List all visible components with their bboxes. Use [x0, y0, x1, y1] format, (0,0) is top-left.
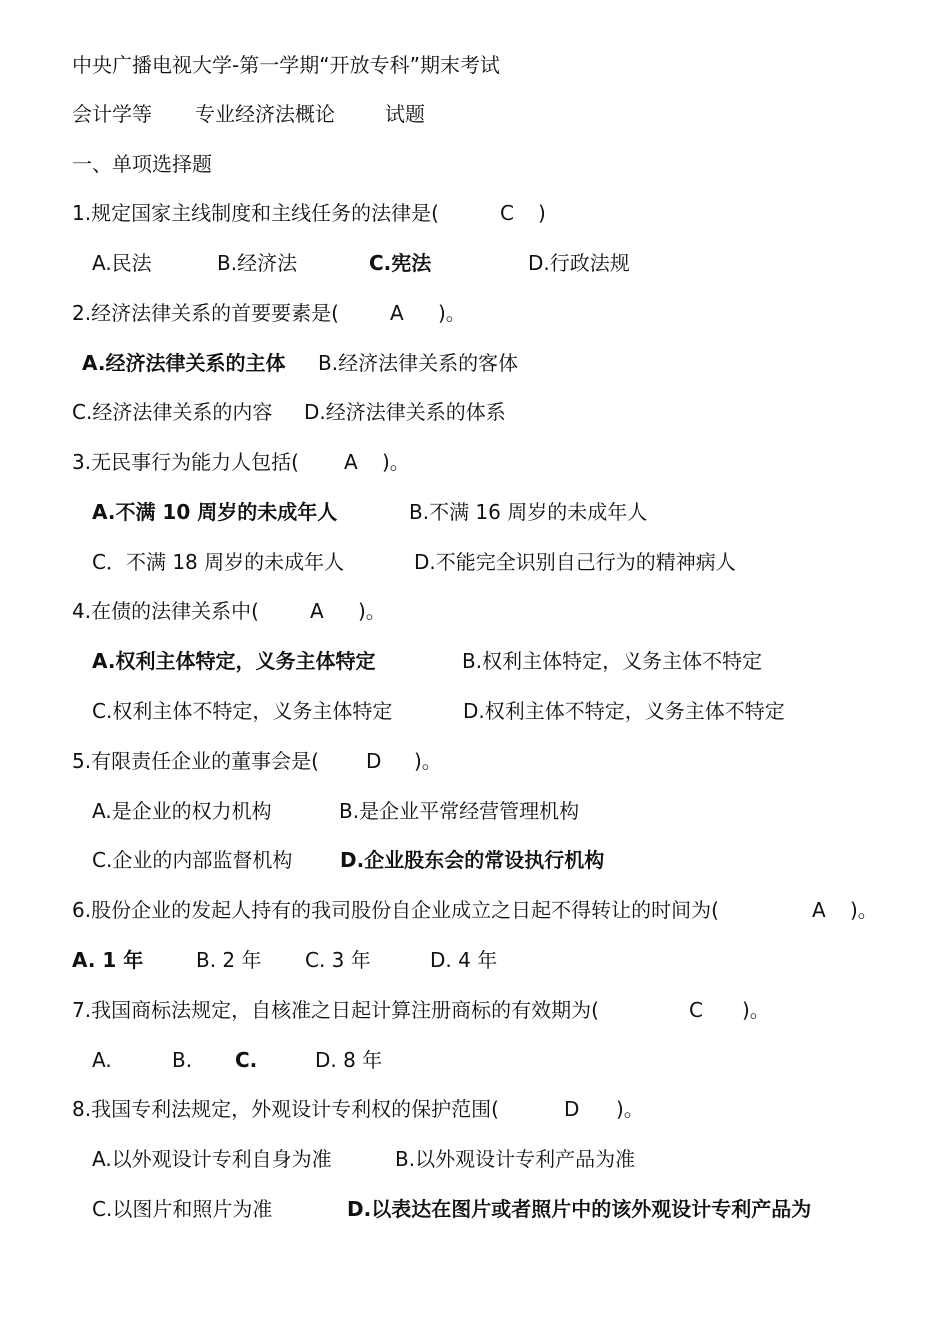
question-stem [72, 993, 872, 1027]
option-row [92, 545, 892, 579]
section-title-text: 一、单项选择题 [72, 152, 212, 176]
option-a: A.以外观设计专利自身为准 [92, 1147, 332, 1171]
question-answer: A [344, 450, 358, 474]
question-text: 3.无民事行为能力人包括( [72, 450, 299, 474]
option-a: A.民法 [92, 251, 152, 275]
option-c: C.经济法律关系的内容 [72, 400, 273, 424]
question-close: )。 [616, 1097, 644, 1121]
question-stem [72, 1092, 872, 1126]
course-name: 专业经济法概论 [195, 102, 335, 126]
question-answer: C [689, 998, 703, 1022]
question-close: )。 [742, 998, 770, 1022]
course-major: 会计学等 [72, 102, 152, 126]
course-line [72, 97, 672, 131]
option-b: B. 2 年 [196, 948, 262, 972]
course-type: 试题 [385, 102, 425, 126]
option-d: D.行政法规 [528, 251, 630, 275]
option-row [92, 794, 892, 828]
option-a: A.权利主体特定，义务主体特定 [92, 649, 376, 673]
option-c: C.权利主体不特定，义务主体特定 [92, 699, 393, 723]
option-b: B.以外观设计专利产品为准 [395, 1147, 636, 1171]
option-row [92, 843, 892, 877]
option-b: B.是企业平常经营管理机构 [339, 799, 580, 823]
exam-title-text: 中央广播电视大学-第一学期“开放专科”期末考试 [72, 53, 500, 77]
option-b: B.经济法 [217, 251, 298, 275]
question-stem [72, 893, 902, 927]
question-stem [72, 296, 872, 330]
option-row [72, 943, 872, 977]
question-text: 7.我国商标法规定，自核准之日起计算注册商标的有效期为( [72, 998, 599, 1022]
exam-title [72, 48, 872, 82]
option-a: A. [92, 1048, 112, 1072]
option-d: D. 8 年 [315, 1048, 383, 1072]
question-stem [72, 445, 872, 479]
option-c: C. [235, 1048, 258, 1072]
question-text: 1.规定国家主线制度和主线任务的法律是( [72, 201, 439, 225]
option-d: D.以表达在图片或者照片中的该外观设计专利产品为 [347, 1197, 812, 1221]
option-a: A. 1 年 [72, 948, 144, 972]
option-c: C. 3 年 [305, 948, 371, 972]
question-text: 8.我国专利法规定，外观设计专利权的保护范围( [72, 1097, 499, 1121]
question-answer: C [500, 201, 514, 225]
option-row [92, 694, 892, 728]
option-row [92, 644, 892, 678]
question-answer: A [812, 898, 826, 922]
question-text: 5.有限责任企业的董事会是( [72, 749, 319, 773]
option-a: A.经济法律关系的主体 [82, 351, 286, 375]
option-c: C.以图片和照片为准 [92, 1197, 273, 1221]
option-b: B.不满 16 周岁的未成年人 [409, 500, 648, 524]
question-close: )。 [414, 749, 442, 773]
question-stem [72, 744, 872, 778]
question-close: )。 [382, 450, 410, 474]
question-close: )。 [438, 301, 466, 325]
option-b: B.权利主体特定，义务主体不特定 [462, 649, 763, 673]
option-d: D. 4 年 [430, 948, 498, 972]
option-a: A.是企业的权力机构 [92, 799, 272, 823]
option-d: D.经济法律关系的体系 [304, 400, 506, 424]
question-text: 2.经济法律关系的首要要素是( [72, 301, 339, 325]
question-text: 4.在债的法律关系中( [72, 599, 259, 623]
option-b: B. [172, 1048, 193, 1072]
question-answer: A [310, 599, 324, 623]
question-answer: D [366, 749, 382, 773]
option-d: D.企业股东会的常设执行机构 [340, 848, 605, 872]
option-row [82, 346, 882, 380]
option-row [92, 1142, 892, 1176]
section-title [72, 147, 472, 181]
option-c: C.企业的内部监督机构 [92, 848, 293, 872]
option-d: D.不能完全识别自己行为的精神病人 [414, 550, 736, 574]
option-b: B.经济法律关系的客体 [318, 351, 519, 375]
question-stem [72, 196, 872, 230]
option-row [92, 1192, 892, 1226]
question-answer: D [564, 1097, 580, 1121]
question-close: )。 [358, 599, 386, 623]
option-row [92, 1043, 892, 1077]
question-close: ) [538, 201, 546, 225]
option-a: A.不满 10 周岁的未成年人 [92, 500, 338, 524]
question-answer: A [390, 301, 404, 325]
question-close: )。 [850, 898, 878, 922]
question-stem [72, 594, 872, 628]
option-row [92, 495, 892, 529]
option-d: D.权利主体不特定，义务主体不特定 [463, 699, 785, 723]
option-c: C．不满 18 周岁的未成年人 [92, 550, 345, 574]
option-c: C.宪法 [369, 251, 432, 275]
question-text: 6.股份企业的发起人持有的我司股份自企业成立之日起不得转让的时间为( [72, 898, 719, 922]
option-row [92, 246, 892, 280]
option-row [72, 395, 872, 429]
